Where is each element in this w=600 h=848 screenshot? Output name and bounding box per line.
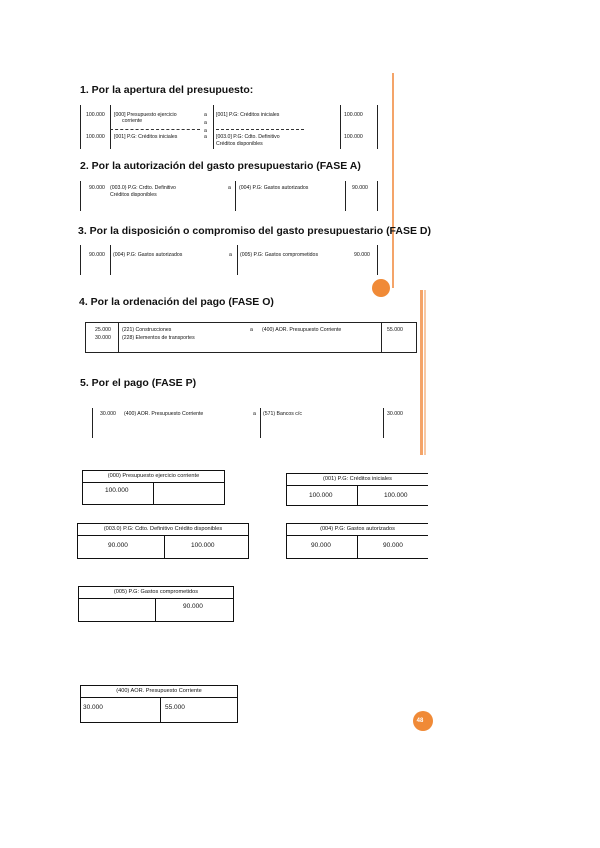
ledger-003-haber: 100.000 bbox=[191, 542, 215, 549]
s5-amount-left: 30.000 bbox=[100, 411, 116, 417]
s2-right-border bbox=[377, 181, 378, 211]
s5-amount-right: 30.000 bbox=[387, 411, 403, 417]
s4-col-divider-2 bbox=[381, 322, 382, 353]
ledger-000-title: (000) Presupuesto ejercicio corriente bbox=[83, 471, 224, 483]
ledger-400-debe: 30.000 bbox=[83, 704, 103, 711]
s3-sep: a bbox=[229, 252, 232, 258]
s2-left-border bbox=[80, 181, 81, 211]
ledger-004-divider bbox=[357, 535, 358, 558]
s1-row2-amount-left: 100.000 bbox=[86, 134, 105, 140]
s1-row1-debit-cont: corriente bbox=[122, 118, 143, 124]
ledger-001-haber: 100.000 bbox=[384, 492, 408, 499]
s1-row1-debit: [000] Presupuesto ejercicio bbox=[114, 112, 177, 118]
s3-right-border bbox=[377, 245, 378, 275]
s5-credit: (571) Bancos c/c bbox=[263, 411, 302, 417]
s1-row1-sep-b: a bbox=[204, 120, 207, 126]
s5-col-divider-2 bbox=[383, 408, 384, 438]
s1-row2-debit: [001] P.G: Créditos iniciales bbox=[114, 134, 178, 140]
ledger-004-debe: 90.000 bbox=[311, 542, 331, 549]
s1-col-divider-1 bbox=[110, 105, 111, 149]
ledger-003-title: (003.0) P.G: Cdto. Definitivo Crédito disponibles bbox=[78, 524, 248, 536]
s3-left-border bbox=[80, 245, 81, 275]
ledger-005-title: (005) P.G: Gastos comprometidos bbox=[79, 587, 233, 599]
s4-col-divider-1 bbox=[118, 322, 119, 353]
ledger-004 bbox=[286, 523, 428, 559]
ledger-005-divider bbox=[155, 598, 156, 621]
accent-bar-bottom-light bbox=[424, 290, 426, 455]
ledger-005 bbox=[78, 586, 234, 622]
ledger-003 bbox=[77, 523, 249, 559]
s4-debit-1: (221) Construcciones bbox=[122, 327, 172, 333]
s1-row2-credit: [003.0] P.G: Cdto. Definitivo bbox=[216, 134, 280, 140]
s2-amount-right: 90.000 bbox=[352, 185, 368, 191]
s1-right-border bbox=[377, 105, 378, 149]
section-2-heading: 2. Por la autorización del gasto presupuestario (FASE A) bbox=[80, 160, 361, 172]
ledger-400-title: (400) AOR. Presupuesto Corriente bbox=[81, 686, 237, 698]
section-3-heading: 3. Por la disposición o compromiso del gasto presupuestario (FASE D) bbox=[78, 225, 431, 237]
accent-bar-top bbox=[392, 73, 394, 288]
ledger-004-title: (004) P.G: Gastos autorizados bbox=[287, 524, 428, 536]
ledger-004-haber: 90.000 bbox=[383, 542, 403, 549]
s5-debit: (400) AOR. Presupuesto Corriente bbox=[124, 411, 204, 417]
s3-debit: (004) P.G: Gastos autorizados bbox=[113, 252, 183, 258]
s1-row1-amount-left: 100.000 bbox=[86, 112, 105, 118]
s4-sep: a bbox=[250, 327, 253, 333]
s4-credit: (400) AOR. Presupuesto Corriente bbox=[262, 327, 342, 333]
s1-row2-sep-b: a bbox=[204, 134, 207, 140]
orange-dot-top bbox=[372, 279, 390, 297]
s1-col-divider-3 bbox=[340, 105, 341, 149]
s2-debit-cont: Créditos disponibles bbox=[110, 192, 157, 198]
s3-col-divider-2 bbox=[237, 245, 238, 275]
page-number-badge: 48 bbox=[413, 711, 433, 731]
accent-bar-bottom bbox=[420, 290, 423, 455]
ledger-001-title: (001) P.G: Créditos iniciales bbox=[287, 474, 428, 486]
ledger-400-haber: 55.000 bbox=[165, 704, 185, 711]
ledger-400-divider bbox=[160, 697, 161, 722]
s2-col-divider-1 bbox=[235, 181, 236, 211]
ledger-005-haber: 90.000 bbox=[183, 603, 203, 610]
s1-row1-sep: a bbox=[204, 112, 207, 118]
s1-row1-credit: [001] P.G: Créditos iniciales bbox=[216, 112, 280, 118]
s5-col-divider-1 bbox=[260, 408, 261, 438]
s1-dashed-separator-1 bbox=[110, 129, 200, 131]
ledger-000-debe: 100.000 bbox=[105, 487, 129, 494]
s4-amount-left-1: 25.000 bbox=[95, 327, 111, 333]
s1-row2-amount-right: 100.000 bbox=[344, 134, 363, 140]
s2-col-divider-2 bbox=[345, 181, 346, 211]
s3-credit: (005) P.G: Gastos comprometidos bbox=[240, 252, 319, 258]
s1-row2-credit-cont: Créditos disponibles bbox=[216, 141, 263, 147]
s5-left-border bbox=[92, 408, 93, 438]
ledger-000 bbox=[82, 470, 225, 505]
s2-credit: (004) P.G: Gastos autorizados bbox=[239, 185, 309, 191]
s2-debit: (003.0) P.G: Crdto. Definitivo bbox=[110, 185, 176, 191]
s4-amount-right: 55.000 bbox=[387, 327, 403, 333]
ledger-001-debe: 100.000 bbox=[309, 492, 333, 499]
s1-col-divider-2 bbox=[213, 105, 214, 149]
s1-dashed-separator-2 bbox=[216, 129, 304, 131]
s1-row1-amount-right: 100.000 bbox=[344, 112, 363, 118]
section-1-heading: 1. Por la apertura del presupuesto: bbox=[80, 84, 254, 96]
s2-sep: a bbox=[228, 185, 231, 191]
ledger-003-debe: 90.000 bbox=[108, 542, 128, 549]
ledger-001 bbox=[286, 473, 428, 506]
s4-amount-left-2: 30.000 bbox=[95, 335, 111, 341]
s3-col-divider-1 bbox=[110, 245, 111, 275]
ledger-003-divider bbox=[164, 535, 165, 558]
s4-debit-2: (228) Elementos de transportes bbox=[122, 335, 195, 341]
section-5-heading: 5. Por el pago (FASE P) bbox=[80, 377, 197, 389]
ledger-000-divider bbox=[153, 482, 154, 504]
s3-amount-right: 90.000 bbox=[354, 252, 370, 258]
ledger-400 bbox=[80, 685, 238, 723]
s3-amount-left: 90.000 bbox=[89, 252, 105, 258]
ledger-001-divider bbox=[357, 485, 358, 505]
s1-left-border bbox=[80, 105, 81, 149]
s2-amount-left: 90.000 bbox=[89, 185, 105, 191]
s1-row2-sep: a bbox=[204, 128, 207, 134]
s5-sep: a bbox=[253, 411, 256, 417]
section-4-heading: 4. Por la ordenación del pago (FASE O) bbox=[79, 296, 274, 308]
